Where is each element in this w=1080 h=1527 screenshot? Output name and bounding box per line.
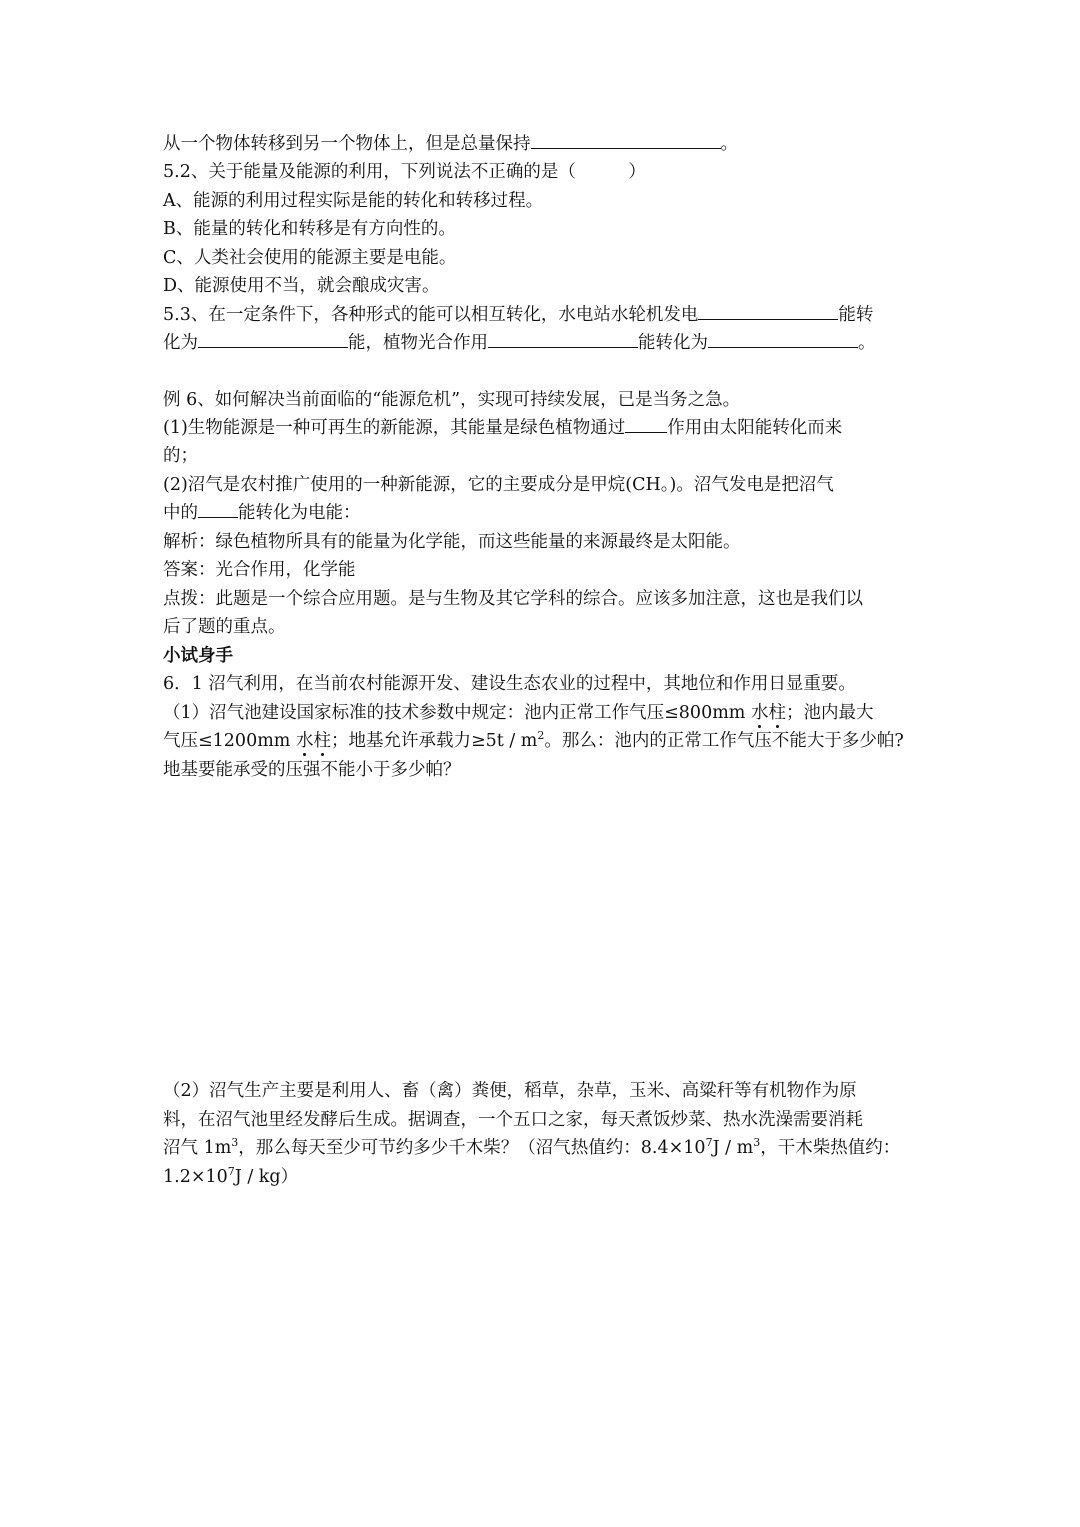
text-span: 料，在沼气池里经发酵后生成。据调查，一个五口之家，每天煮饭炒菜、热水洗澡需要消耗 bbox=[163, 1110, 863, 1130]
analysis-line bbox=[163, 528, 923, 556]
text-span: 能，植物光合作用 bbox=[348, 333, 488, 353]
tip-line2 bbox=[163, 613, 923, 641]
emphasis-char: 柱 bbox=[768, 703, 786, 723]
text-span: （2）沼气生产主要是利用人、畜（禽）粪便，稻草，杂草，玉米、高粱秆等有机物作为原 bbox=[163, 1081, 857, 1101]
superscript: 3 bbox=[753, 1136, 761, 1150]
text-span: 能转 bbox=[838, 305, 874, 325]
fill-blank bbox=[531, 130, 721, 149]
text-span: ；池内最大 bbox=[785, 703, 874, 723]
question-5-3-line2 bbox=[163, 329, 923, 357]
fill-blank bbox=[625, 414, 667, 433]
text-span: 点拨：此题是一个综合应用题。是与生物及其它学科的综合。应该多加注意，这也是我们以 bbox=[163, 589, 863, 609]
fill-blank bbox=[698, 301, 838, 320]
text-span: ，那么每天至少可节约多少千木柴？（沼气热值约：8.4×10 bbox=[238, 1138, 706, 1158]
fill-blank bbox=[708, 329, 858, 348]
text-span: 5.3、在一定条件下，各种形式的能可以相互转化，水电站水轮机发电 bbox=[163, 305, 699, 325]
text-span: J / m bbox=[712, 1138, 754, 1158]
text-span: 。那么：池内的正常工作气压不能大于多少帕? bbox=[544, 731, 904, 751]
text-span: C、人类社会使用的能源主要是电能。 bbox=[163, 248, 457, 268]
section-title-try bbox=[163, 642, 923, 670]
answer-line bbox=[163, 556, 923, 584]
question-6-1-part2-line2 bbox=[163, 1106, 923, 1134]
emphasis-char: 水 bbox=[750, 703, 769, 723]
superscript: 3 bbox=[231, 1136, 239, 1150]
fill-blank bbox=[198, 499, 238, 518]
text-span: 从一个物体转移到另一个物体上，但是总量保持 bbox=[163, 134, 531, 154]
text-span: 气压≤1200mm bbox=[163, 731, 296, 751]
text-span: 地基要能承受的压强不能小于多少帕？ bbox=[163, 760, 461, 780]
superscript: 7 bbox=[227, 1165, 235, 1179]
question-5-2 bbox=[163, 158, 923, 186]
text-span: 。 bbox=[720, 134, 738, 154]
text-span: D、能源使用不当，就会酿成灾害。 bbox=[163, 276, 440, 296]
text-span: 答案：光合作用，化学能 bbox=[163, 560, 356, 580]
example-6-part2-cont bbox=[163, 499, 923, 527]
fill-blank bbox=[488, 329, 638, 348]
question-5-3-line1 bbox=[163, 301, 923, 329]
question-6-1-part1-cont bbox=[163, 727, 923, 755]
question-6-1-part1 bbox=[163, 699, 923, 727]
text-span: 。 bbox=[858, 333, 876, 353]
question-6-1-part2 bbox=[163, 1077, 923, 1105]
fill-blank bbox=[198, 329, 348, 348]
option-c bbox=[163, 244, 923, 272]
emphasis-char: 柱 bbox=[313, 731, 331, 751]
text-span: 例 6、如何解决当前面临的“能源危机”，实现可持续发展，已是当务之急。 bbox=[163, 390, 741, 410]
text-span: 的； bbox=[163, 446, 198, 466]
text-span: 1.2×10 bbox=[163, 1167, 228, 1187]
text-span: ；地基允许承载力≥5t / m bbox=[330, 731, 538, 751]
text-span: 后了题的重点。 bbox=[163, 617, 286, 637]
text-span: 沼气 1m bbox=[163, 1138, 232, 1158]
text-span: 中的 bbox=[163, 503, 198, 523]
text-span: （1）沼气池建设国家标准的技术参数中规定：池内正常工作气压≤800mm bbox=[163, 703, 751, 723]
text-span: J / kg） bbox=[234, 1167, 299, 1187]
example-6-part1-cont bbox=[163, 442, 923, 470]
question-6-1-part2-line3 bbox=[163, 1134, 923, 1162]
superscript: 7 bbox=[705, 1136, 713, 1150]
text-span: 5.2、关于能量及能源的利用，下列说法不正确的是（ ） bbox=[163, 162, 646, 182]
example-6-title bbox=[163, 386, 923, 414]
text-span: (2)沼气是农村推广使用的一种新能源，它的主要成分是甲烷(CH。)。沼气发电是把沼气 bbox=[163, 475, 834, 495]
tip-line1 bbox=[163, 585, 923, 613]
text-span: 6．1 沼气利用，在当前农村能源开发、建设生态农业的过程中，其地位和作用日显重要。 bbox=[163, 674, 856, 694]
text-span: ，干木柴热值约： bbox=[760, 1138, 901, 1158]
question-6-1-part1-end bbox=[163, 756, 923, 784]
example-6-part2 bbox=[163, 471, 923, 499]
text-span: 小试身手 bbox=[163, 646, 233, 666]
text-span: B、能量的转化和转移是有方向性的。 bbox=[163, 219, 456, 239]
text-span: 解析：绿色植物所具有的能量为化学能，而这些能量的来源最终是太阳能。 bbox=[163, 532, 741, 552]
text-line-energy-conservation bbox=[163, 130, 923, 158]
text-span: (1)生物能源是一种可再生的新能源，其能量是绿色植物通过 bbox=[163, 418, 626, 438]
option-d bbox=[163, 272, 923, 300]
example-6-part1 bbox=[163, 414, 923, 442]
option-b bbox=[163, 215, 923, 243]
emphasis-char: 水 bbox=[295, 731, 314, 751]
question-6-1-part2-line4 bbox=[163, 1163, 923, 1191]
superscript: 2 bbox=[537, 729, 545, 743]
text-span: 能转化为 bbox=[638, 333, 708, 353]
question-6-1 bbox=[163, 670, 923, 698]
option-a bbox=[163, 187, 923, 215]
text-span: 化为 bbox=[163, 333, 198, 353]
text-span: 作用由太阳能转化而来 bbox=[667, 418, 843, 438]
text-span: 能转化为电能： bbox=[238, 503, 361, 523]
text-span: A、能源的利用过程实际是能的转化和转移过程。 bbox=[163, 191, 544, 211]
